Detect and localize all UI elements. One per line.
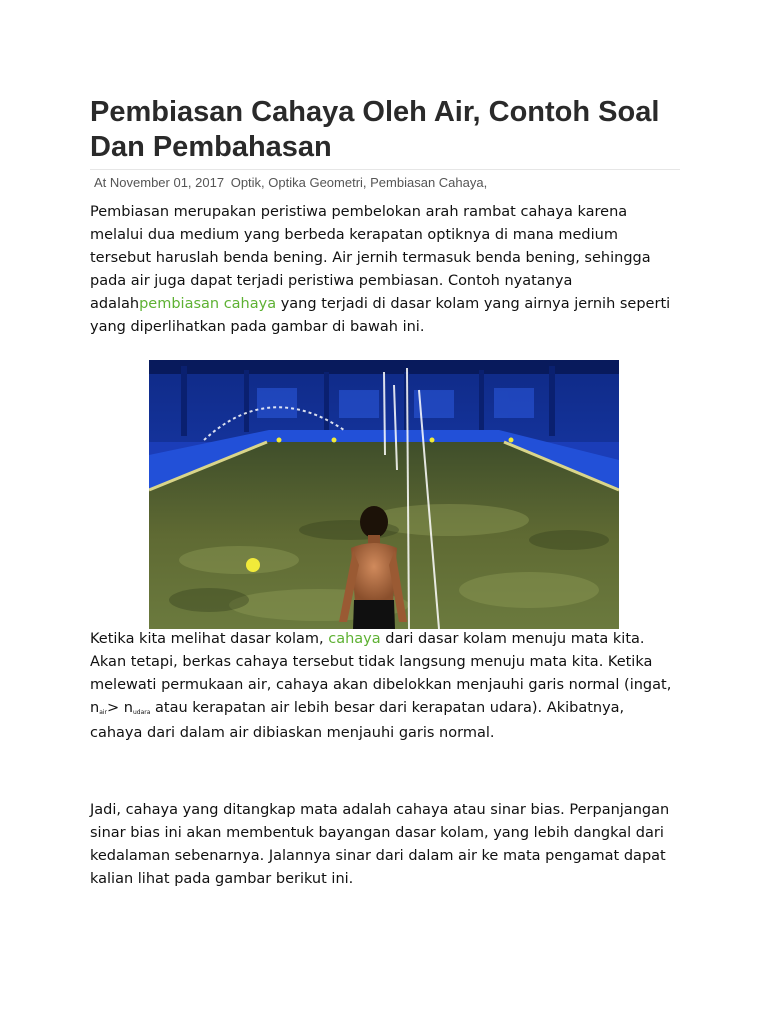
explanation-text-mid: dari dasar kolam menuju mata kita. Akan tetapi, berkas cahaya tersebut tidak langsung menuju mata kita. Ketika melewati permukaan air, cahaya akan dibelokkan menjauhi garis normal (ingat, n xyxy=(90,631,672,716)
intro-text: Pembiasan merupakan peristiwa pembelokan arah rambat cahaya karena melalui dua medium yang berbeda kerapatan optiknya di mana medium tersebut haruslah benda bening. Air jernih termasuk benda bening, sehingga pada air juga dapat terjadi peristiwa pembiasan. Contoh nyatanya adalah xyxy=(90,204,651,312)
intro-text-cont: yang terjadi di dasar kolam yang airnya jernih seperti yang diperlihatkan pada gambar di bawah ini. xyxy=(90,296,671,335)
explanation-text-end: atau kerapatan air lebih besar dari kerapatan udara). Akibatnya, cahaya dari dalam air dibiaskan menjauhi garis normal. xyxy=(90,700,625,741)
subscript-air: air xyxy=(99,709,108,716)
explanation-text: Ketika kita melihat dasar kolam, xyxy=(90,631,329,647)
paragraph-conclusion: Jadi, cahaya yang ditangkap mata adalah cahaya atau sinar bias. Perpanjangan sinar bias ini akan membentuk bayangan dasar kolam, yang lebih dangkal dari kedalaman sebenarnya. Jalannya sinar dari dalam air ke mata pengamat dapat kalian lihat pada gambar berikut ini. xyxy=(90,802,670,887)
explanation-gt: > n xyxy=(107,700,133,716)
link-cahaya[interactable]: cahaya xyxy=(328,631,381,647)
paragraph-intro xyxy=(90,201,680,339)
post-meta xyxy=(94,175,680,190)
paragraph-explanation xyxy=(90,628,680,745)
link-pembiasan-cahaya[interactable]: pembiasan cahaya xyxy=(139,296,277,312)
article-title: Pembiasan Cahaya Oleh Air, Contoh Soal Dan Pembahasan xyxy=(90,96,660,163)
pool-photo xyxy=(149,360,619,629)
post-date: At November 01, 2017 xyxy=(94,175,225,190)
post-categories[interactable]: Optik, Optika Geometri, Pembiasan Cahaya, xyxy=(230,175,488,190)
title-divider xyxy=(90,169,680,170)
subscript-udara: udara xyxy=(132,709,151,716)
